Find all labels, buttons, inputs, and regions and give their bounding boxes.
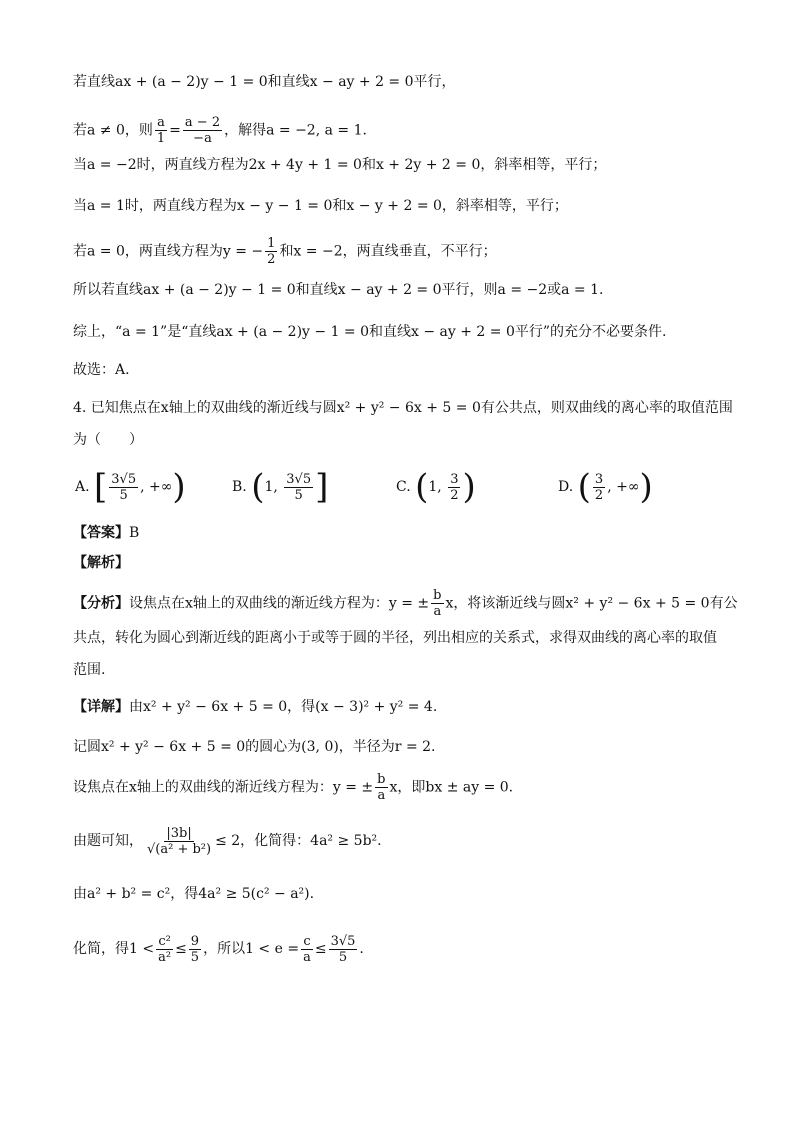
numerator: 3 — [450, 471, 459, 487]
numerator: a — [157, 115, 165, 130]
denominator: −a — [193, 131, 212, 146]
bracket: ( — [577, 467, 591, 507]
text-run: ≤ — [175, 941, 187, 957]
text-line: 若直线ax + (a − 2)y − 1 = 0和直线x − ay + 2 = 0平行， — [73, 74, 456, 90]
option-label: B. — [232, 479, 247, 495]
text-run: . — [359, 941, 364, 957]
numerator: b — [377, 772, 386, 787]
bracket: ] — [315, 467, 329, 507]
text-line — [73, 932, 734, 966]
text-line — [73, 588, 738, 619]
text-run: x，即bx ± ay = 0. — [389, 779, 514, 796]
denominator: 5 — [338, 949, 348, 965]
text-run: 设焦点在x轴上的双曲线的渐近线方程为：y = ± — [129, 595, 430, 612]
text-line: 共点，转化为圆心到渐近线的距离小于或等于圆的半径，列出相应的关系式，求得双曲线的离心率的取值 — [73, 630, 717, 646]
fraction — [155, 115, 167, 146]
denominator: 5 — [294, 487, 303, 503]
denominator: a — [303, 949, 311, 965]
fraction — [183, 115, 222, 146]
text-run: 若a ≠ 0，则 — [73, 122, 153, 139]
question-stem: 为（ ） — [73, 432, 143, 448]
text-line: 当a = 1时，两直线方程为x − y − 1 = 0和x − y + 2 = 0，斜率相等，平行； — [73, 198, 568, 214]
text-run: 由题可知， — [73, 833, 143, 849]
text-run: 设焦点在x轴上的双曲线的渐近线方程为：y = ± — [73, 779, 374, 796]
text-line: 当a = −2时，两直线方程为2x + 4y + 1 = 0和x + 2y + 2 = 0，斜率相等，平行； — [73, 157, 607, 173]
text-line: 故选：A. — [73, 362, 130, 378]
denominator: 2 — [450, 487, 459, 503]
numerator: |3b| — [166, 825, 192, 841]
text-line: 记圆x² + y² − 6x + 5 = 0的圆心为(3, 0)，半径为r = 2. — [73, 739, 436, 755]
text-run: 由x² + y² − 6x + 5 = 0，得(x − 3)² + y² = 4. — [129, 699, 438, 715]
denominator: 5 — [119, 487, 128, 503]
answer-tag: 【答案】 — [73, 525, 129, 541]
text-run: ，解得a = −2, a = 1. — [224, 122, 367, 139]
text-run: 1, — [428, 479, 447, 495]
numerator: 1 — [267, 236, 276, 251]
text-run: 化简，得1 < — [73, 941, 155, 957]
analysis-heading — [73, 553, 734, 573]
bracket: ) — [172, 467, 186, 507]
bracket: ) — [462, 467, 476, 507]
question-stem: 4. 已知焦点在x轴上的双曲线的渐近线与圆x² + y² − 6x + 5 = 0有公共点，则双曲线的离心率的取值范围 — [73, 400, 733, 416]
text-run: , +∞ — [607, 479, 640, 495]
denominator: 1 — [156, 131, 166, 146]
fraction — [448, 472, 460, 503]
text-run: ≤ — [314, 941, 327, 957]
answer-value: B — [129, 525, 140, 541]
fraction — [329, 934, 358, 965]
option-b — [232, 465, 328, 509]
fraction — [375, 772, 387, 803]
numerator: 3√5 — [330, 933, 356, 949]
bracket: [ — [94, 467, 108, 507]
fraction — [593, 472, 605, 503]
denominator: a² — [158, 949, 172, 965]
text-line: 所以若直线ax + (a − 2)y − 1 = 0和直线x − ay + 2 = 0平行，则a = −2或a = 1. — [73, 282, 604, 298]
fraction — [431, 588, 443, 619]
numerator: b — [433, 588, 442, 603]
text-run: 1, — [264, 479, 283, 495]
numerator: 3 — [594, 471, 604, 487]
text-run: ，所以1 < e = — [203, 941, 300, 957]
fraction — [301, 934, 313, 965]
text-run: x，将该渐近线与圆x² + y² − 6x + 5 = 0有公 — [445, 595, 738, 612]
text-run: = — [169, 122, 181, 139]
bracket: ) — [639, 467, 653, 507]
text-line — [73, 772, 734, 802]
bracket: ( — [251, 467, 265, 507]
text-run: 若a = 0，两直线方程为y = − — [73, 243, 264, 260]
fraction — [189, 934, 201, 965]
option-label: D. — [558, 479, 574, 495]
denominator: a — [433, 604, 442, 619]
option-a — [75, 465, 186, 509]
denominator: a — [377, 788, 386, 803]
text-line — [73, 824, 734, 858]
text-line — [73, 115, 734, 145]
text-run: ≤ 2，化简得：4a² ≥ 5b². — [215, 833, 382, 849]
numerator: 3√5 — [111, 471, 137, 487]
text-run: , +∞ — [140, 479, 173, 495]
option-c — [396, 465, 476, 509]
denominator: 2 — [267, 252, 276, 267]
option-label: C. — [396, 479, 411, 495]
bracket: ( — [415, 467, 429, 507]
numerator: 3√5 — [286, 471, 312, 487]
denominator: 2 — [594, 487, 604, 503]
fraction — [265, 236, 277, 267]
text-line — [73, 236, 734, 266]
analysis-tag: 【解析】 — [73, 555, 129, 571]
fraction — [109, 472, 138, 503]
numerator: a − 2 — [184, 115, 221, 130]
text-line: 由a² + b² = c²，得4a² ≥ 5(c² − a²). — [73, 886, 315, 902]
numerator: 9 — [190, 933, 200, 949]
fraction — [156, 934, 173, 965]
option-label: A. — [75, 479, 90, 495]
text-line: 综上，“a = 1”是“直线ax + (a − 2)y − 1 = 0和直线x − ay + 2 = 0平行”的充分不必要条件. — [73, 324, 667, 340]
fraction — [284, 472, 313, 503]
fraction — [145, 826, 213, 857]
numerator: c — [303, 933, 311, 949]
denominator: 5 — [190, 949, 200, 965]
detail-tag: 【详解】 — [73, 699, 129, 715]
answer-line — [73, 523, 734, 543]
text-line — [73, 697, 734, 717]
text-line: 范围. — [73, 662, 106, 678]
text-run: 和x = −2，两直线垂直，不平行； — [279, 243, 497, 260]
denominator: √(a² + b²) — [147, 841, 212, 857]
fenxi-tag: 【分析】 — [73, 595, 129, 612]
option-d — [558, 465, 653, 509]
numerator: c² — [158, 933, 171, 949]
